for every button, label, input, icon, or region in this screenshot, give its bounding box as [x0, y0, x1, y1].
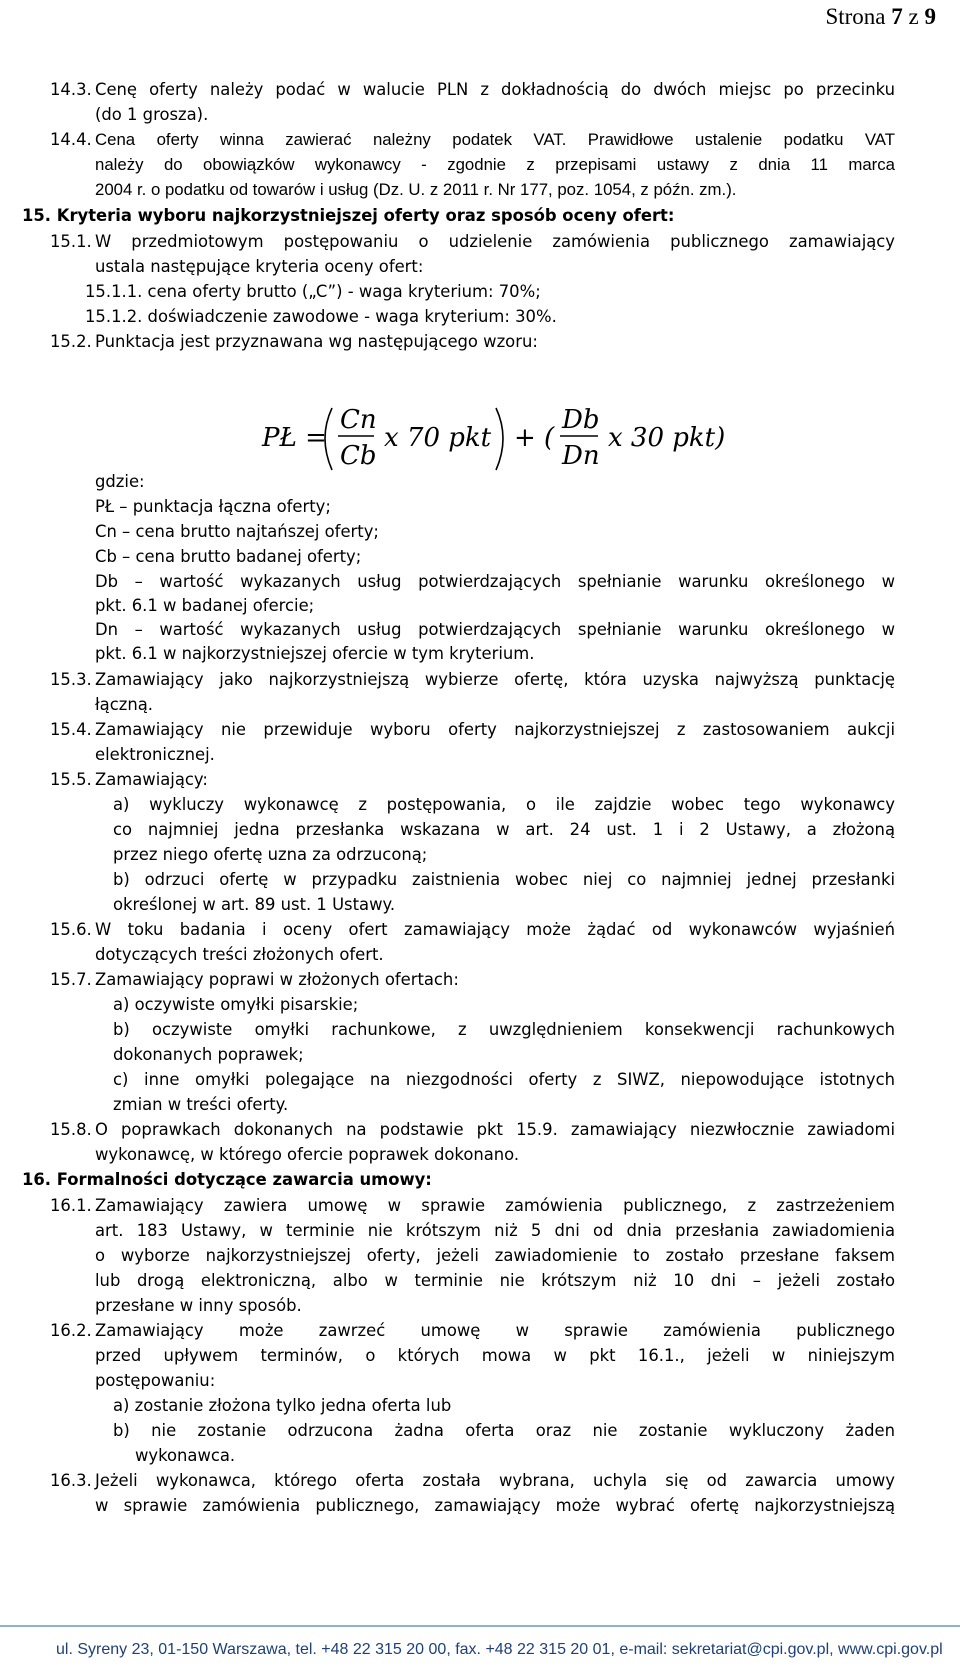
definitions-label: gdzie: — [95, 472, 145, 491]
section-15-4-number: 15.4. — [50, 720, 92, 739]
section-15-7-c-cont: zmian w treści oferty. — [113, 1095, 289, 1114]
section-14-3-text: Cenę oferty należy podać w walucie PLN z dokładnością do dwóch miejsc po przecinku — [95, 80, 895, 99]
section-16-1-text: Zamawiający zawiera umowę w sprawie zamówienia publicznego, z zastrzeżeniem — [95, 1196, 895, 1215]
section-15-7-b-cont: dokonanych poprawek; — [113, 1045, 304, 1064]
definition-cb: Cb – cena brutto badanej oferty; — [95, 547, 362, 566]
section-15-4-text-cont: elektronicznej. — [95, 745, 215, 764]
section-16-1-text-cont: art. 183 Ustawy, w terminie nie krótszym niż 5 dni od dnia przesłania zawiadomienia — [95, 1221, 895, 1240]
section-15-6-text-cont: dotyczących treści złożonych ofert. — [95, 945, 384, 964]
section-14-4-number: 14.4. — [50, 130, 92, 149]
section-15-8-text: O poprawkach dokonanych na podstawie pkt 15.9. zamawiający niezwłocznie zawiadomi — [95, 1120, 895, 1139]
section-15-5-a: a) wykluczy wykonawcę z postępowania, o ile zajdzie wobec tego wykonawcy — [113, 795, 895, 814]
section-15-3-text-cont: łączną. — [95, 695, 153, 714]
definition-dn-cont: pkt. 6.1 w najkorzystniejszej ofercie w tym kryterium. — [95, 644, 535, 663]
formula-numerator-1: Cn — [340, 405, 377, 435]
section-16-3-text: Jeżeli wykonawca, którego oferta została wybrana, uchyla się od zawarcia umowy — [95, 1471, 895, 1490]
section-15-1-2: 15.1.2. doświadczenie zawodowe - waga kryterium: 30%. — [85, 307, 557, 326]
section-16-3-number: 16.3. — [50, 1471, 92, 1490]
formula-graphic — [262, 398, 742, 478]
scoring-formula — [262, 398, 742, 478]
section-16-1-number: 16.1. — [50, 1196, 92, 1215]
section-16-2-b-cont: wykonawca. — [135, 1446, 236, 1465]
section-15-5-a-cont: co najmniej jedna przesłanka wskazana w art. 24 ust. 1 i 2 Ustawy, a złożoną — [113, 820, 895, 839]
page-footer: ul. Syreny 23, 01-150 Warszawa, tel. +48 22 315 20 00, fax. +48 22 315 20 01, e-mail: sekretariat@cpi.gov.pl, www.cpi.gov.pl — [56, 1641, 943, 1658]
section-16-2-text-cont-2: postępowaniu: — [95, 1371, 216, 1390]
definition-pl: PŁ – punktacja łączna oferty; — [95, 497, 331, 516]
footer-rule — [0, 1625, 960, 1627]
section-15-5-b: b) odrzuci ofertę w przypadku zaistnienia wobec niej co najmniej jednej przesłanki — [113, 870, 895, 889]
formula-close-paren — [496, 408, 503, 470]
definition-cn: Cn – cena brutto najtańszej oferty; — [95, 522, 379, 541]
formula-denominator-1: Cb — [340, 441, 377, 471]
section-15-1-1: 15.1.1. cena oferty brutto („C”) - waga kryterium: 70%; — [85, 282, 541, 301]
section-14-4-text: Cena oferty winna zawierać należny podatek VAT. Prawidłowe ustalenie podatku VAT — [95, 130, 895, 149]
section-15-7-b: b) oczywiste omyłki rachunkowe, z uwzględnieniem konsekwencji rachunkowych — [113, 1020, 895, 1039]
section-16-2-text-cont: przed upływem terminów, o których mowa w pkt 16.1., jeżeli w niniejszym — [95, 1346, 895, 1365]
section-15-8-number: 15.8. — [50, 1120, 92, 1139]
section-15-7-number: 15.7. — [50, 970, 92, 989]
section-15-7-c: c) inne omyłki polegające na niezgodności oferty z SIWZ, niepowodujące istotnych — [113, 1070, 895, 1089]
section-15-8-text-cont: wykonawcę, w którego ofercie poprawek dokonano. — [95, 1145, 520, 1164]
section-15-2-text: Punktacja jest przyznawana wg następującego wzoru: — [95, 332, 538, 351]
section-16-1-text-cont-2: o wyborze najkorzystniejszej oferty, jeżeli zawiadomienie to zostało przesłane faksem — [95, 1246, 895, 1265]
section-15-7-a: a) oczywiste omyłki pisarskie; — [113, 995, 359, 1014]
section-16-1-text-cont-4: przesłane w inny sposób. — [95, 1296, 302, 1315]
section-16-2-number: 16.2. — [50, 1321, 92, 1340]
section-15-3-text: Zamawiający jako najkorzystniejszą wybierze ofertę, która uzyska najwyższą punktację — [95, 670, 895, 689]
page-label: Strona — [825, 4, 886, 29]
section-14-4-text-cont-2: 2004 r. o podatku od towarów i usług (Dz. U. z 2011 r. Nr 177, poz. 1054, z późn. zm.). — [95, 180, 737, 199]
section-15-4-text: Zamawiający nie przewiduje wyboru oferty najkorzystniejszej z zastosowaniem aukcji — [95, 720, 895, 739]
section-16-3-text-cont: w sprawie zamówienia publicznego, zamawiający może wybrać ofertę najkorzystniejszą — [95, 1496, 895, 1515]
section-15-6-text: W toku badania i oceny ofert zamawiający może żądać od wykonawców wyjaśnień — [95, 920, 895, 939]
section-15-5-number: 15.5. — [50, 770, 92, 789]
section-15-6-number: 15.6. — [50, 920, 92, 939]
section-15-1-text-cont: ustala następujące kryteria oceny ofert: — [95, 257, 424, 276]
formula-numerator-2: Db — [562, 405, 600, 435]
section-16-heading: 16. Formalności dotyczące zawarcia umowy: — [22, 1170, 432, 1189]
section-15-heading: 15. Kryteria wyboru najkorzystniejszej oferty oraz sposób oceny ofert: — [22, 206, 675, 225]
definition-db: Db – wartość wykazanych usług potwierdzających spełnianie warunku określonego w — [95, 572, 895, 591]
section-15-7-text: Zamawiający poprawi w złożonych ofertach: — [95, 970, 459, 989]
formula-denominator-2: Dn — [562, 441, 600, 471]
section-16-2-a: a) zostanie złożona tylko jedna oferta lub — [113, 1396, 452, 1415]
section-14-3-number: 14.3. — [50, 80, 92, 99]
section-16-2-text: Zamawiający może zawrzeć umowę w sprawie zamówienia publicznego — [95, 1321, 895, 1340]
section-15-5-a-cont-2: przez niego ofertę uzna za odrzuconą; — [113, 845, 428, 864]
section-16-1-text-cont-3: lub drogą elektroniczną, albo w terminie nie krótszym niż 10 dni – jeżeli zostało — [95, 1271, 895, 1290]
current-page-number: 7 — [891, 4, 903, 29]
formula-plus: + ( — [514, 423, 555, 453]
formula-lhs: PŁ = — [262, 423, 327, 453]
formula-term-2: x 30 pkt) — [608, 423, 726, 453]
page-of-label: z — [908, 4, 919, 29]
definition-db-cont: pkt. 6.1 w badanej ofercie; — [95, 596, 315, 615]
section-15-1-number: 15.1. — [50, 232, 92, 251]
section-15-1-text: W przedmiotowym postępowaniu o udzielenie zamówienia publicznego zamawiający — [95, 232, 895, 251]
total-pages-number: 9 — [924, 4, 936, 29]
section-16-2-b: b) nie zostanie odrzucona żadna oferta oraz nie zostanie wykluczony żaden — [113, 1421, 895, 1440]
section-14-4-text-cont: należy do obowiązków wykonawcy - zgodnie z przepisami ustawy z dnia 11 marca — [95, 155, 895, 174]
section-14-3-text-cont: (do 1 grosza). — [95, 105, 209, 124]
section-15-5-b-cont: określonej w art. 89 ust. 1 Ustawy. — [113, 895, 396, 914]
definition-dn: Dn – wartość wykazanych usług potwierdzających spełnianie warunku określonego w — [95, 620, 895, 639]
section-15-3-number: 15.3. — [50, 670, 92, 689]
formula-term-1: x 70 pkt — [384, 423, 492, 453]
section-15-2-number: 15.2. — [50, 332, 92, 351]
page-header — [825, 4, 936, 30]
section-15-5-text: Zamawiający: — [95, 770, 208, 789]
